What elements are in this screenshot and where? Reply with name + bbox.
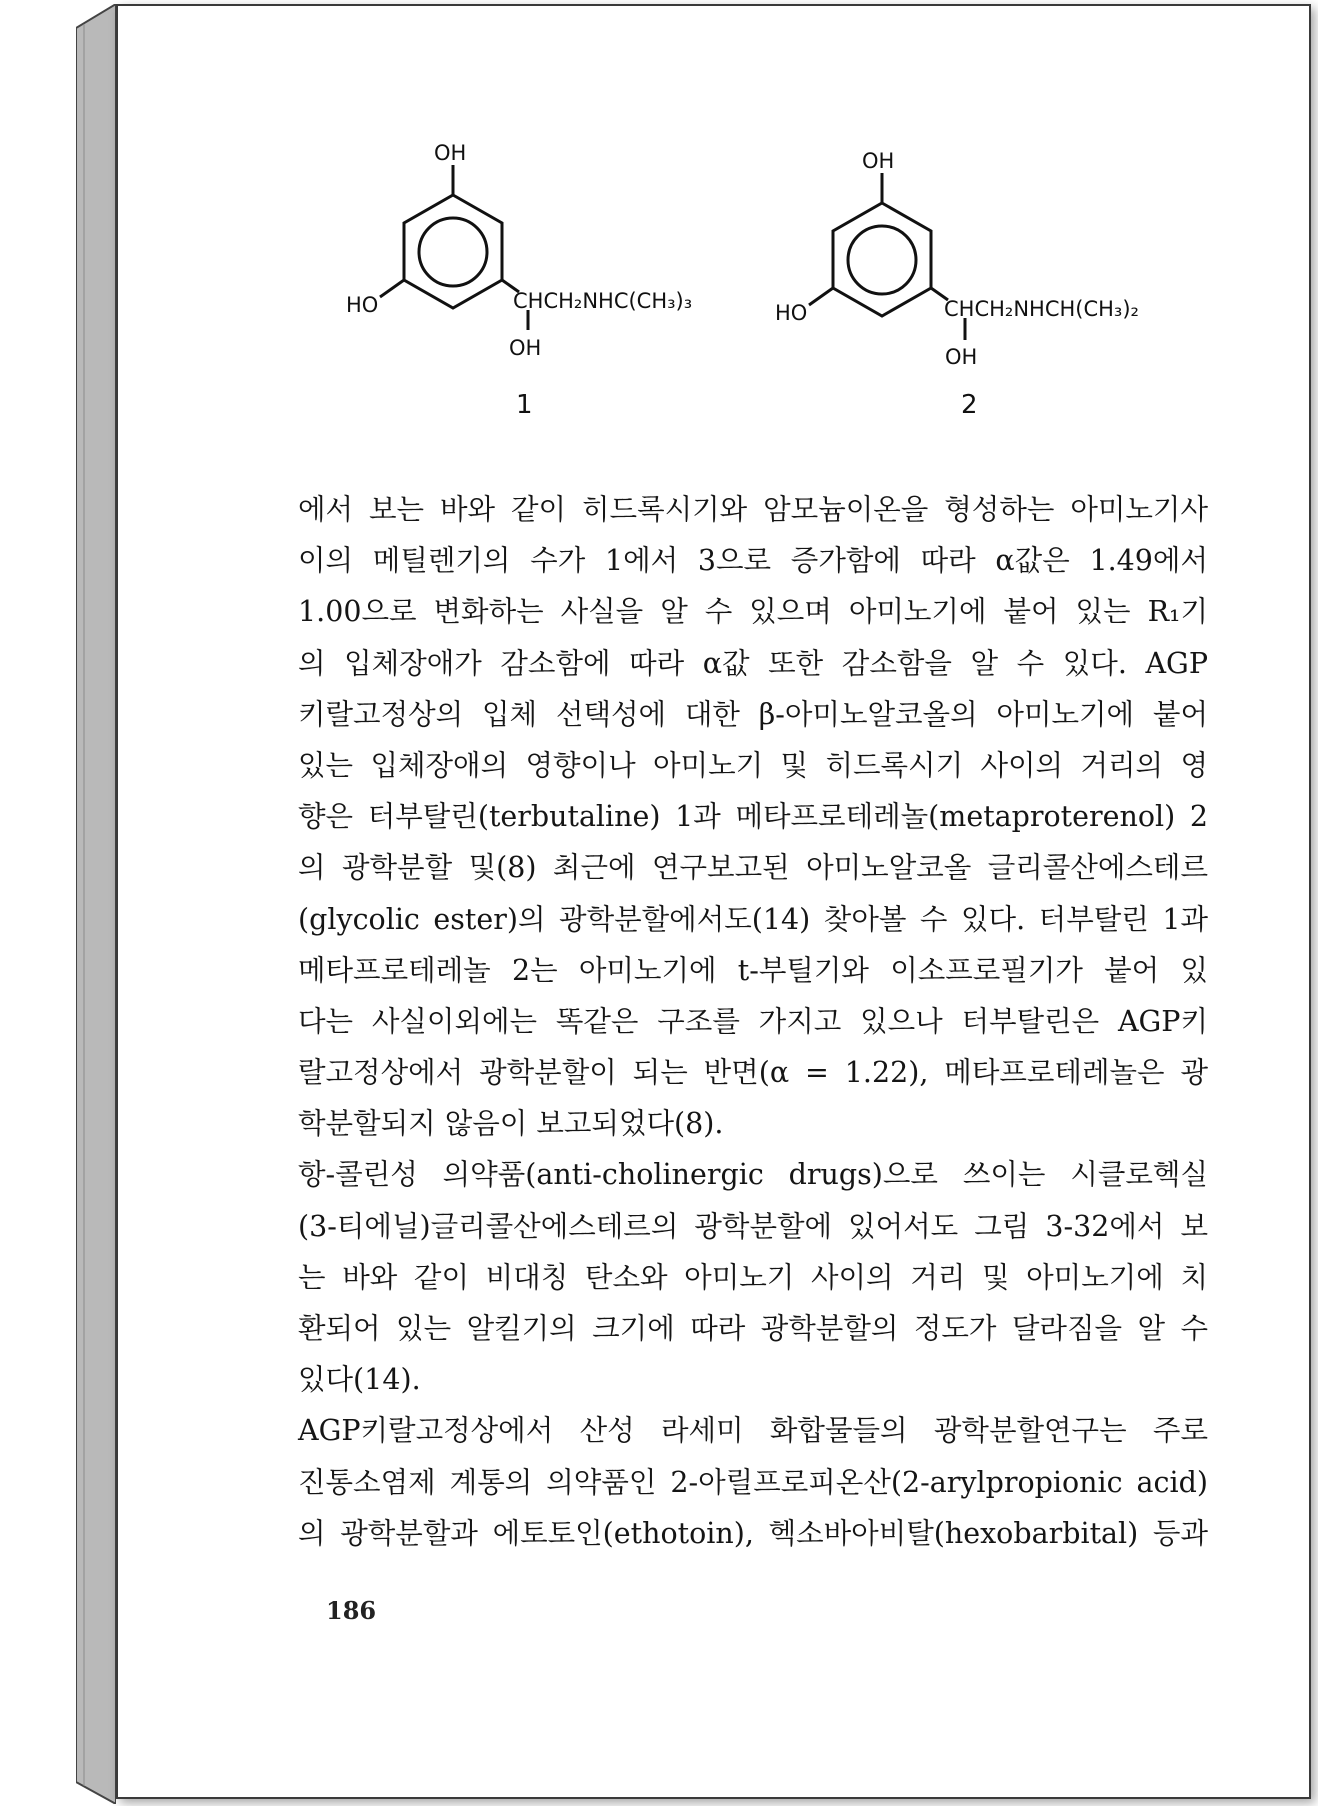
- body-line-3: 1.00으로 변화하는 사실을 알 수 있으며 아미노기에 붙어 있는 R₁기: [298, 595, 1208, 629]
- body-line-15: (3-티에닐)글리콜산에스테르의 광학분할에 있어서도 그림 3-32에서 보: [298, 1209, 1208, 1243]
- body-line-10: 메타프로테레놀 2는 아미노기에 t-부틸기와 이소프로필기가 붙어 있: [298, 953, 1208, 987]
- body-line-6: 있는 입체장애의 영향이나 아미노기 및 히드록시기 사이의 거리의 영: [298, 748, 1208, 782]
- body-line-21: 의 광학분할과 에토토인(ethotoin), 헥소바아비탈(hexobarbital) 등과: [298, 1516, 1208, 1550]
- body-line-7: 향은 터부탈린(terbutaline) 1과 메타프로테레놀(metaproterenol) 2: [298, 800, 1208, 834]
- compound-1-structure: [346, 141, 692, 420]
- body-line-17: 환되어 있는 알킬기의 크기에 따라 광학분할의 정도가 달라짐을 알 수: [298, 1312, 1208, 1345]
- compound-1-number: 1: [516, 390, 533, 420]
- compound-2-number: 2: [961, 390, 978, 420]
- body-line-16: 는 바와 같이 비대칭 탄소와 아미노기 사이의 거리 및 아미노기에 치: [298, 1260, 1208, 1294]
- compound-2-chain: CHCH₂NHCH(CH₃)₂: [944, 297, 1139, 321]
- compound-1-top-oh: OH: [434, 141, 467, 165]
- body-line-14: 항-콜린성 의약품(anti-cholinergic drugs)으로 쓰이는 시클로헥실: [298, 1158, 1208, 1192]
- body-line-8: 의 광학분할 및(8) 최근에 연구보고된 아미노알코올 글리콜산에스테르: [298, 851, 1208, 885]
- body-line-1: 에서 보는 바와 같이 히드록시기와 암모늄이온을 형성하는 아미노기사: [298, 493, 1208, 526]
- body-text: [298, 484, 1208, 1559]
- body-line-13: 학분할되지 않음이 보고되었다(8).: [298, 1107, 724, 1141]
- body-line-20: 진통소염제 계통의 의약품인 2-아릴프로피온산(2-arylpropionic acid): [298, 1465, 1208, 1499]
- body-line-9: (glycolic ester)의 광학분할에서도(14) 찾아볼 수 있다. 터부탈린 1과: [298, 902, 1208, 936]
- body-line-4: 의 입체장애가 감소함에 따라 α값 또한 감소함을 알 수 있다. AGP: [298, 646, 1208, 680]
- body-line-2: 이의 메틸렌기의 수가 1에서 3으로 증가함에 따라 α값은 1.49에서: [298, 544, 1208, 578]
- body-line-18: 있다(14).: [298, 1363, 421, 1397]
- structures-svg: [200, 140, 1200, 440]
- chemical-structures-figure: [200, 140, 1200, 440]
- compound-1-chain: CHCH₂NHC(CH₃)₃: [513, 289, 693, 313]
- page-number: 186: [326, 1596, 377, 1625]
- compound-2-top-oh: OH: [862, 149, 895, 173]
- compound-1-chain-oh: OH: [509, 336, 542, 360]
- body-line-5: 키랄고정상의 입체 선택성에 대한 β-아미노알코올의 아미노기에 붙어: [298, 697, 1208, 731]
- body-line-19: AGP키랄고정상에서 산성 라세미 화합물들의 광학분할연구는 주로: [298, 1414, 1208, 1448]
- compound-2-structure: [775, 149, 1139, 420]
- body-line-11: 다는 사실이외에는 똑같은 구조를 가지고 있으나 터부탈린은 AGP키: [298, 1004, 1208, 1038]
- compound-1-left-ho: HO: [346, 293, 379, 317]
- compound-2-chain-oh: OH: [945, 345, 978, 369]
- compound-2-left-ho: HO: [775, 301, 808, 325]
- book-spine: [76, 4, 116, 1804]
- body-line-12: 랄고정상에서 광학분할이 되는 반면(α = 1.22), 메타프로테레놀은 광: [298, 1056, 1208, 1090]
